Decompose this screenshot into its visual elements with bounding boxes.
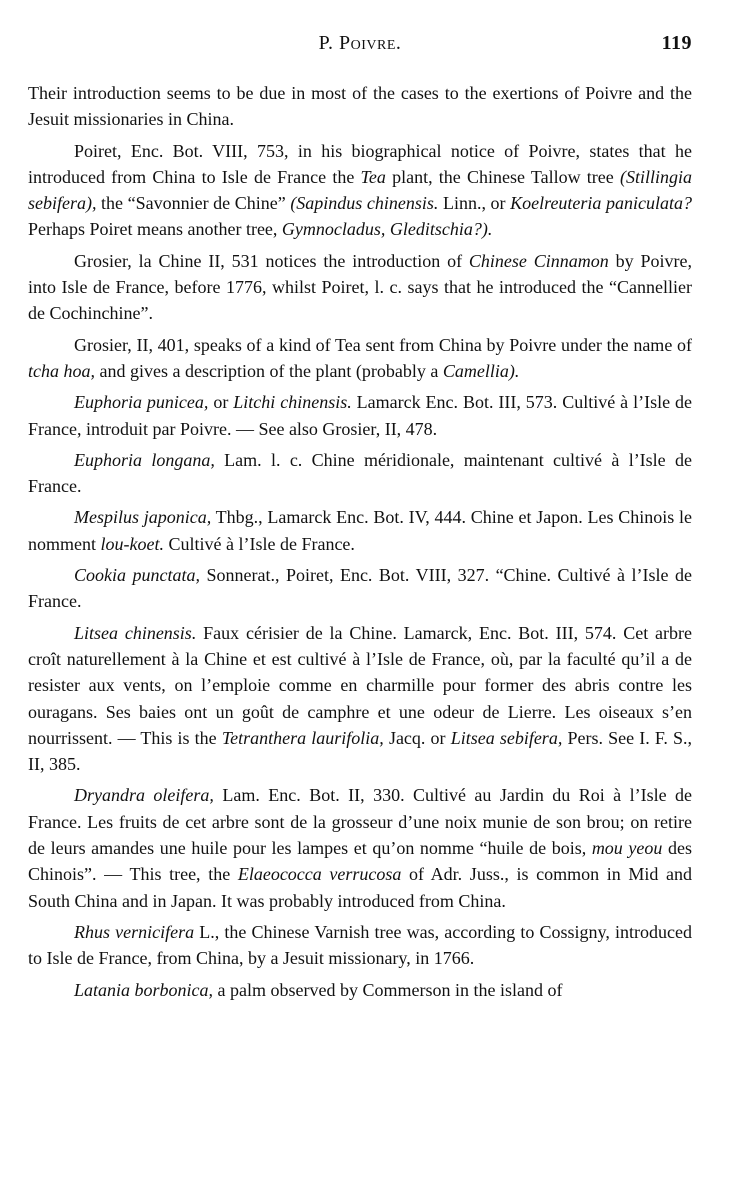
text-run: Lam. Enc. Bot. II, 330. Cultivé au Jardin du Roi à l’Isle de France. Les fruits de cet arbre sont de la grosseur d’une noix munie de son brou; on retire de leurs amandes une huile pour les lampes et qu’on nomme “huile de bois, <box>28 785 692 859</box>
paragraph <box>28 248 692 327</box>
italic-run: Tea <box>360 166 386 187</box>
text-run: Linn., or <box>438 193 511 214</box>
text-run: by Poivre, into Isle de France, before 1776, whilst Poiret, l. c. says that he introduced the “Cannellier de Cochinchine”. <box>28 250 692 324</box>
text-run: Faux cérisier de la Chine. Lamarck, Enc. Bot. III, 574. Cet arbre croît naturellement à la Chine et est cultivé à l’Isle de France, où, par la faculté qu’il a de resister aux vents, on l’emploie comme en charmille pour former des abris contre les ouragans. Ses baies ont un goût de camphre et une odeur de Lierre. Les oiseaux s’en nourrissent. — This is the <box>28 622 692 748</box>
running-head <box>28 32 692 62</box>
text-run: L., the Chinese Varnish tree was, according to Cossigny, introduced to Isle de France, from China, by a Jesuit missionary, in 1766. <box>28 921 692 969</box>
italic-run: tcha hoa, <box>28 360 95 381</box>
text-run: and gives a description of the plant (probably a <box>95 360 443 381</box>
italic-run: Koelreuteria paniculata? <box>510 193 692 214</box>
paragraph <box>28 80 692 133</box>
text-run: Poiret, Enc. Bot. VIII, 753, in his biographical notice of Poivre, states that he introduced from China to Isle de France the <box>28 140 692 187</box>
text-run: the “Savonnier de Chine” <box>96 193 291 214</box>
text-run: Sonnerat., Poiret, Enc. Bot. VIII, 327. “Chine. Cultivé à l’Isle de France. <box>28 565 692 612</box>
text-run: of Adr. Juss., is common in Mid and South China and in Japan. It was probably introduced from China. <box>28 864 692 911</box>
text-run: Pers. See I. F. S., II, 385. <box>28 727 693 775</box>
italic-run: Mespilus japonica, <box>74 507 212 528</box>
paragraph <box>28 977 692 1003</box>
text-run: Lamarck Enc. Bot. III, 573. Cultivé à l’Isle de France, introduit par Poivre. — See also Grosier, II, 478. <box>28 392 692 439</box>
text-run: a palm observed by Commerson in the island of <box>213 979 563 1000</box>
italic-run: (Stillingia sebifera), <box>28 166 692 214</box>
italic-run: Cookia punctata, <box>74 565 200 586</box>
paragraph <box>28 138 692 243</box>
italic-run: Litsea sebifera, <box>450 727 563 748</box>
document-page <box>28 32 692 1182</box>
text-run: Thbg., Lamarck Enc. Bot. IV, 444. Chine et Japon. Les Chinois le nomment <box>28 507 693 554</box>
italic-run: Litsea chinensis. <box>74 622 197 643</box>
italic-run: Dryandra oleifera, <box>74 785 214 806</box>
paragraph <box>28 504 692 557</box>
text-run: plant, the Chinese Tallow tree <box>385 166 620 187</box>
paragraph <box>28 332 692 385</box>
paragraph <box>28 389 692 442</box>
text-run: Grosier, la Chine II, 531 notices the introduction of <box>74 250 469 271</box>
paragraph <box>28 447 692 500</box>
text-run: Lam. l. c. Chine méridionale, maintenant cultivé à l’Isle de France. <box>28 449 692 497</box>
italic-run: Litchi chinensis. <box>233 392 352 413</box>
paragraph <box>28 620 692 778</box>
text-run: or <box>208 392 234 413</box>
body-text <box>28 80 692 1003</box>
italic-run: Tetranthera laurifolia, <box>221 727 384 748</box>
italic-run: Gymnocladus, Gleditschia?). <box>281 219 493 240</box>
italic-run: mou yeou <box>591 838 663 859</box>
text-run: Their introduction seems to be due in most of the cases to the exertions of Poivre and the Jesuit missionaries in China. <box>28 83 692 130</box>
italic-run: Camellia). <box>442 360 520 381</box>
paragraph <box>28 562 692 615</box>
italic-run: Rhus vernicifera <box>74 921 195 942</box>
text-run: Perhaps Poiret means another tree, <box>28 219 282 240</box>
text-run: Cultivé à l’Isle de France. <box>163 533 355 554</box>
italic-run: lou-koet. <box>100 533 164 554</box>
paragraph <box>28 782 692 913</box>
text-run: Grosier, II, 401, speaks of a kind of Tea sent from China by Poivre under the name of <box>74 334 692 355</box>
text-run: des Chinois”. — This tree, the <box>28 838 693 885</box>
italic-run: Euphoria punicea, <box>74 392 209 413</box>
italic-run: Elaeococca verrucosa <box>237 864 402 885</box>
paragraph <box>28 919 692 972</box>
page-number: 119 <box>661 32 692 54</box>
italic-run: Chinese Cinnamon <box>468 250 609 271</box>
italic-run: Latania borbonica, <box>74 979 214 1000</box>
text-run: Jacq. or <box>383 727 451 748</box>
italic-run: Euphoria longana, <box>74 449 215 470</box>
italic-run: (Sapindus chinensis. <box>290 193 439 214</box>
running-title: P. Poivre. <box>318 32 402 54</box>
